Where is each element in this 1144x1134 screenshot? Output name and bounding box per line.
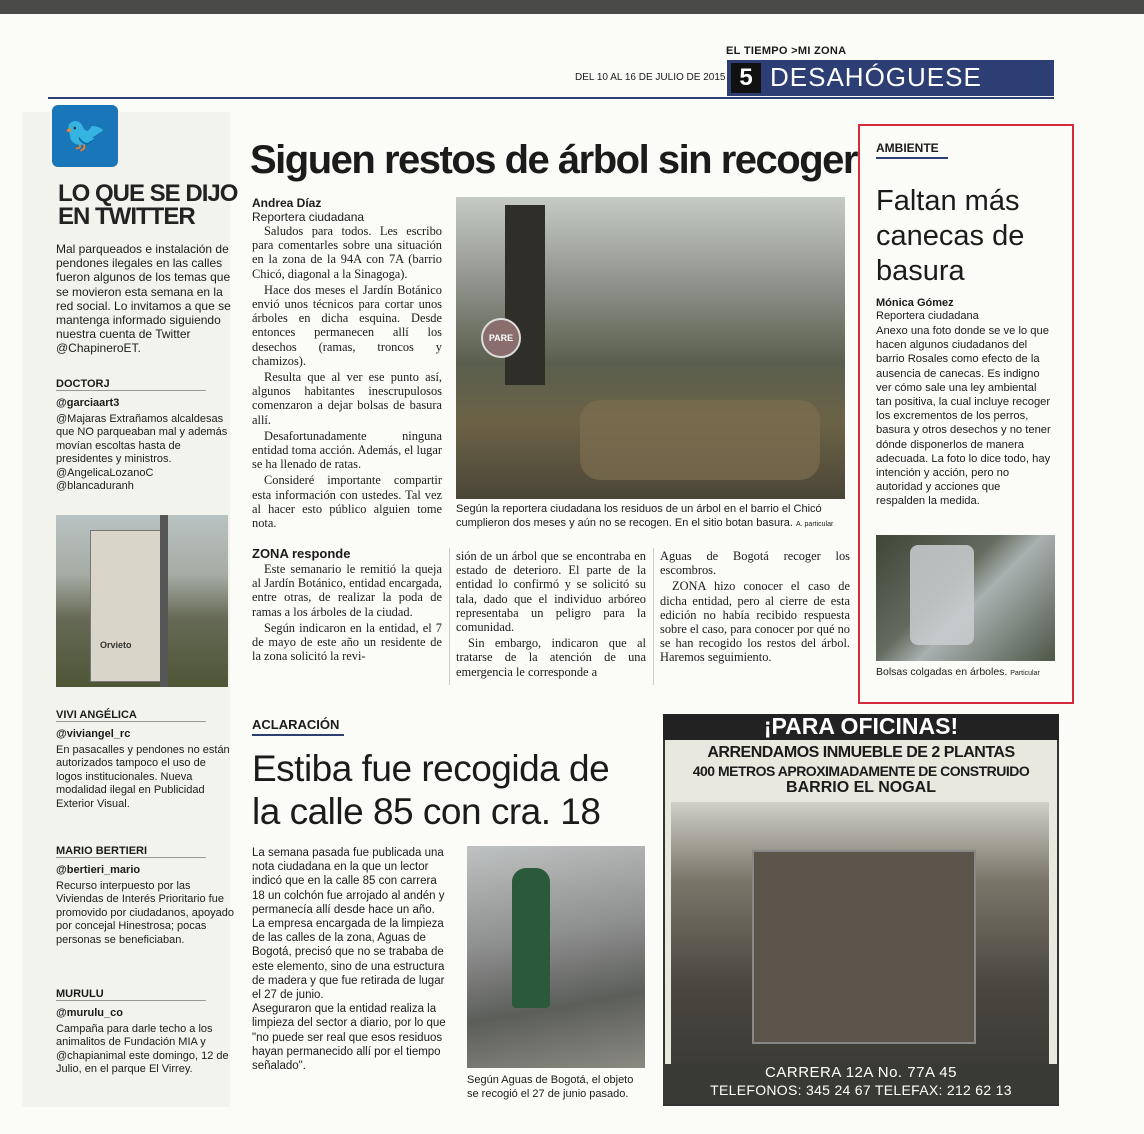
main-author-role: Reportera ciudadana [252,210,365,224]
main-body [252,224,442,532]
page-number: 5 [731,63,761,93]
right-headline: Faltan más canecas de basura [876,185,1025,287]
photo-bag [910,545,974,645]
tweet-divider [56,721,206,722]
sidebar-title-word: TWITTER [95,203,195,230]
section-name: DESAHÓGUESE [770,62,982,92]
right-kicker: AMBIENTE [876,141,939,155]
caption-credit: Particular [1010,670,1040,677]
tweet-post [56,845,234,947]
right-author-role: Reportera ciudadana [876,310,979,322]
caption-credit: A. particular [795,521,834,528]
stop-sign: PARE [481,318,521,358]
response-column-1 [252,562,442,665]
tweet-post [56,988,234,1077]
column-divider [449,548,450,685]
main-photo-caption [456,502,848,532]
tweet-handle: @murulu_co [56,1007,123,1019]
tweet-text: En pasacalles y pendones no están autorizados tampoco el uso de logos institucionales. Nueva modalidad ilegal en Publicidad Exterior Visual. [56,744,230,810]
sidebar-title-twitter [58,205,195,229]
sidebar-photo-pole [160,515,168,687]
tweet-text: @Majaras Extrañamos alcaldesas que NO parqueaban mal y además movían escoltas hasta de presidentes y ministros. @AngelicaLozanoC @blancaduranh [56,413,228,493]
ad-phones: TELEFONOS: 345 24 67 TELEFAX: 212 62 13 [710,1082,1012,1098]
paragraph: Resulta que al ver ese punto así, algunos habitantes inescrupulosos comenzaron a dejar bolsas de basura allí. [252,370,442,427]
photo-tree-trunk [505,205,545,385]
paragraph: La empresa encargada de la limpieza de las calles de la zona, Aguas de Bogotá, precisó que no se trababa de este elemento, sino de una estructura de madera y que fue retirada de lugar el 27 de junio. [252,918,445,1002]
photo-debris [580,400,820,480]
brand-label: EL TIEMPO >MI ZONA [726,45,847,57]
paragraph: Hace dos meses el Jardín Botánico envió unos técnicos para cortar unos árboles en dicha esquina. Desde entonces permanecen allí los desechos (ramas, troncos y chamizos). [252,282,442,368]
aclaracion-kicker: ACLARACIÓN [252,717,340,732]
tweet-author: MARIO BERTIERI [56,845,148,857]
right-photo-caption [876,666,1040,678]
main-headline: Siguen restos de árbol sin recoger [250,138,857,182]
tweet-handle: @garciaart3 [56,397,120,409]
aclaracion-photo [467,846,645,1068]
sidebar-photo-billboard [90,530,164,682]
paragraph: Sin embargo, indicaron que al tratarse de la atención de una emergencia le corresponde a [456,636,646,679]
paragraph: Según indicaron en la entidad, el 7 de mayo de este año un residente de la zona solicitó la revi- [252,620,442,664]
sidebar-title: LO QUE SE DIJO [58,180,238,207]
aclaracion-body [252,846,452,1073]
tweet-divider [56,390,206,391]
tweet-author: MURULU [56,988,104,1000]
paragraph: Consideré importante compartir esta información con ustedes. Tal vez al hacer esto público alguien tome nota. [252,473,442,531]
tweet-text: Campaña para darle techo a los animalitos de Fundación MIA y @chapianimal este domingo, 12 de Julio, en el parque El Virrey. [56,1023,229,1076]
tweet-author: DOCTORJ [56,378,110,390]
caption-text: Según la reportera ciudadana los residuos de un árbol en el barrio el Chicó cumplieron dos meses y aún no se recogen. En el sitio botan basura. [456,503,822,529]
ad-address: CARRERA 12A No. 77A 45 [765,1064,957,1081]
header-rule [48,97,1054,99]
paragraph: Aguas de Bogotá recoger los escombros. [660,549,850,578]
ad-line: ARRENDAMOS INMUEBLE DE 2 PLANTAS [707,744,1015,761]
tweet-handle: @viviangel_rc [56,728,131,740]
paragraph: ZONA hizo conocer el caso de dicha entidad, pero al cierre de esta edición no había recibido respuesta sobre el caso, para conocer por qué no se han recogido los restos del árbol. Haremos seguimiento. [660,579,850,665]
ad-line: 400 METROS APROXIMADAMENTE DE CONSTRUIDO [692,763,1030,779]
edition-date: DEL 10 AL 16 DE JULIO DE 2015 [575,72,726,83]
response-column-2 [456,549,646,681]
paragraph: Saludos para todos. Les escribo para comentarles sobre una situación en la zona de la 94A con 7A (barrio Chicó, diagonal a la Sinagoga). [252,224,442,281]
tweet-handle: @bertieri_mario [56,864,141,876]
tweet-divider [56,1000,206,1001]
aclaracion-caption: Según Aguas de Bogotá, el objeto se recogió el 27 de junio pasado. [467,1074,634,1100]
tweet-text: Recurso interpuesto por las Viviendas de Interés Prioritario fue promovido por ciudadanos, apoyado por concejal Hinestrosa; pocas personas se beneficiaban. [56,880,234,946]
main-author: Andrea Díaz [252,196,322,210]
photo-worker [512,868,550,1008]
paragraph: sión de un árbol que se encontraba en estado de deterioro. El parte de la entidad lo confirmó y se solicitó su tala, dado que el individuo arbóreo representaba un peligro para la comunidad. [456,549,646,635]
kicker-rule [876,157,948,159]
sidebar-title-en: EN [58,203,90,230]
tweet-post [56,378,234,493]
billboard-text: Orvieto [100,640,132,650]
aclaracion-headline: Estiba fue recogida de la calle 85 con cra. 18 [252,748,610,832]
right-author: Mónica Gómez [876,297,954,309]
response-subhead: ZONA responde [252,546,351,561]
tweet-divider [56,857,206,858]
paragraph: Desafortunadamente ninguna entidad toma acción. Además, el lugar se ha llenado de ratas. [252,428,442,472]
sidebar-intro: Mal parqueados e instalación de pendones ilegales en las calles fueron algunos de los temas que se movieron esta semana en la red social. Lo invitamos a que se mantenga informado siguiendo nuestra cuenta de Twitter @ChapineroET. [56,242,231,356]
tweet-author: VIVI ANGÉLICA [56,709,137,721]
twitter-bird-icon: 🐦 [52,105,118,167]
ad-line: BARRIO EL NOGAL [786,779,936,796]
caption-text: Bolsas colgadas en árboles. [876,666,1008,678]
paragraph: Este semanario le remitió la queja al Jardín Botánico, entidad encargada, entre otras, de realizar la poda de ramas a los árboles de la ciudad. [252,562,442,619]
paragraph: La semana pasada fue publicada una nota ciudadana en la que un lector indicó que en la calle 85 con carrera 18 un colchón fue arrojado al andén y permanecía allí desde hace un año. [252,847,445,916]
right-body: Anexo una foto donde se ve lo que hacen algunos ciudadanos del barrio Rosales como efecto de la ausencia de canecas. Es indigno ver cómo sale una ley ambiental tan positiva, la cual incluye recoger los excrementos de los perros, basura y otros desechos y no tener dónde disponerlos de manera adecuada. La foto lo dice todo, hay intención y acción, pero no autoridad y acciones que respalden la medida. [876,325,1051,508]
paragraph: Aseguraron que la entidad realiza la limpieza del sector a diario, por lo que "no puede ser real que esos residuos hayan permanecido allí por el tiempo señalado". [252,1003,446,1073]
kicker-rule [252,734,344,736]
column-divider [653,548,654,685]
ad-building [752,850,976,1044]
tweet-post [56,709,234,811]
top-edge-strip [0,0,1144,14]
response-column-3 [660,549,850,667]
ad-title: ¡PARA OFICINAS! [763,713,959,739]
